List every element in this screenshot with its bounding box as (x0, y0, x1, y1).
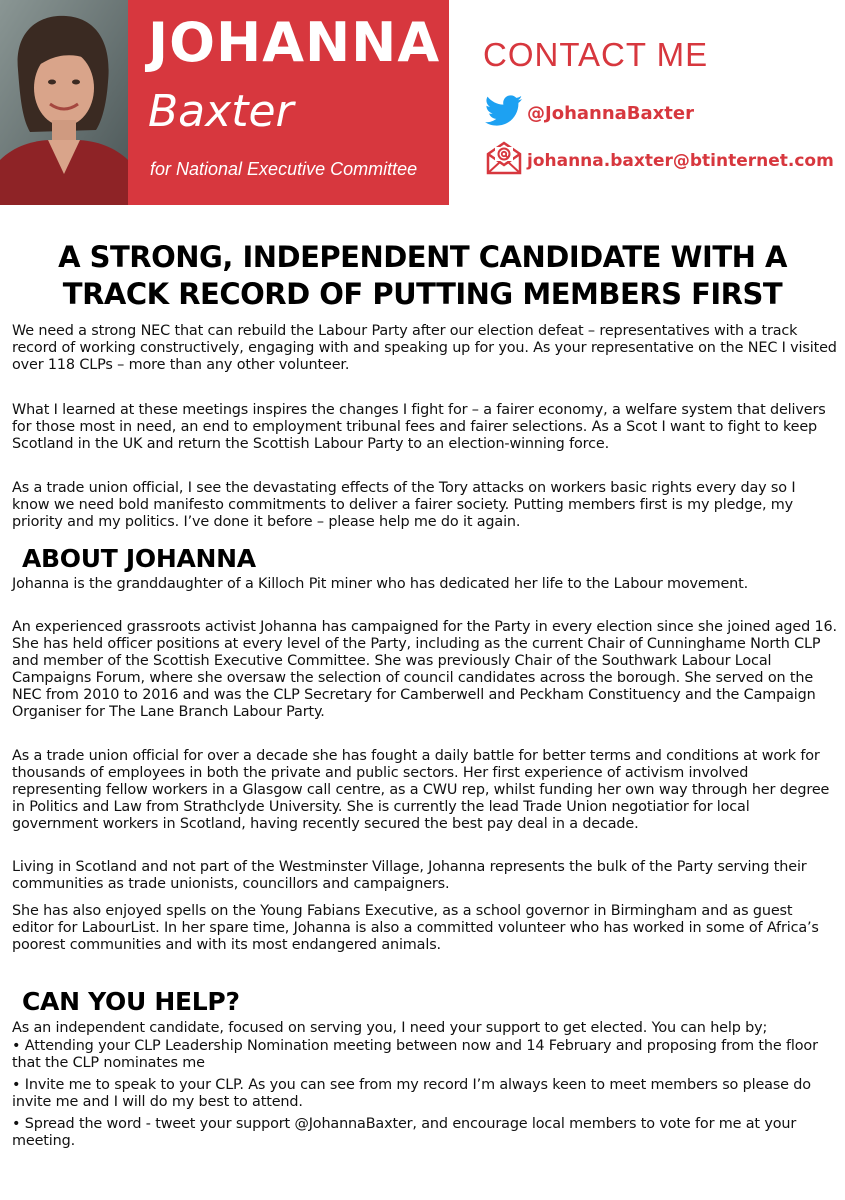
help-bullet-3: • Spread the word - tweet your support @JohannaBaxter, and encourage local members to vote for me at your meeting. (12, 1116, 797, 1149)
intro-paragraph-1: We need a strong NEC that can rebuild the Labour Party after our election defeat – representatives with a track record of working constructively, engaging with and speaking up for you. As your representative on the NEC I visited over 118 CLPs – more than any other volunteer. (12, 323, 837, 373)
contact-title: CONTACT ME (483, 36, 709, 73)
email-address[interactable]: johanna.baxter@btinternet.com (527, 150, 834, 171)
headline-line-1: A STRONG, INDEPENDENT CANDIDATE WITH A (58, 240, 787, 274)
header (0, 0, 845, 205)
envelope-at-icon (485, 140, 523, 181)
intro-paragraph-2: What I learned at these meetings inspires the changes I fight for – a fairer economy, a welfare system that delivers for those most in need, an end to employment tribunal fees and fairer selections. As a Scot I want to fight to keep Scotland in the UK and return the Scottish Labour Party to an election-winning force. (12, 402, 826, 452)
email-contact[interactable] (485, 140, 834, 181)
help-heading: CAN YOU HELP? (22, 987, 240, 1016)
help-bullet-1: • Attending your CLP Leadership Nomination meeting between now and 14 February and proposing from the floor that the CLP nominates me (12, 1038, 818, 1071)
candidate-photo (0, 0, 128, 205)
portrait-illustration (0, 0, 128, 205)
candidate-last-name: Baxter (148, 86, 294, 137)
headline-line-2: TRACK RECORD OF PUTTING MEMBERS FIRST (62, 277, 783, 311)
about-paragraph-2: An experienced grassroots activist Johanna has campaigned for the Party in every election since she joined aged 16. She has held officer positions at every level of the Party, including as the current Chair of Cunninghame North CLP and member of the Scottish Executive Committee. She was previously Chair of the Southwark Labour Local Campaigns Forum, where she oversaw the selection of council candidates across the borough. She served on the NEC from 2010 to 2016 and was the CLP Secretary for Camberwell and Peckham Constituency and the Campaign Organiser for The Lane Branch Labour Party. (12, 619, 837, 720)
about-paragraph-4: Living in Scotland and not part of the Westminster Village, Johanna represents the bulk of the Party serving their communities as trade unionists, councillors and campaigners. (12, 859, 807, 892)
candidate-first-name: JOHANNA (148, 11, 441, 74)
about-paragraph-1: Johanna is the granddaughter of a Killoch Pit miner who has dedicated her life to the Labour movement. (12, 576, 749, 592)
name-banner (128, 0, 449, 205)
help-intro: As an independent candidate, focused on serving you, I need your support to get elected. You can help by; (12, 1020, 768, 1036)
twitter-bird-icon (485, 95, 523, 132)
headline (0, 239, 845, 313)
about-paragraph-3: As a trade union official for over a decade she has fought a daily battle for better terms and conditions at work for thousands of employees in both the private and public sectors. Her first experience of activism involved representing fellow workers in a Glasgow call centre, as a CWU rep, whilst funding her own way through her degree in Politics and Law from Strathclyde University. She is currently the lead Trade Union negotiatior for local government workers in Scotland, having recently secured the best pay deal in a decade. (12, 748, 830, 832)
about-heading: ABOUT JOHANNA (22, 544, 256, 573)
help-bullet-2: • Invite me to speak to your CLP. As you can see from my record I’m always keen to meet members so please do invite me and I will do my best to attend. (12, 1077, 811, 1110)
about-paragraph-5: She has also enjoyed spells on the Young Fabians Executive, as a school governor in Birmingham and as guest editor for LabourList. In her spare time, Johanna is also a committed volunteer who has worked in some of Africa’s poorest communities and with its most endangered animals. (12, 903, 819, 953)
flyer-body (0, 205, 845, 1200)
twitter-handle[interactable]: @JohannaBaxter (527, 103, 694, 124)
intro-paragraph-3: As a trade union official, I see the devastating effects of the Tory attacks on workers basic rights every day so I know we need bold manifesto commitments to deliver a fairer society. Putting members first is my pledge, my priority and my politics. I’ve done it before – please help me do it again. (12, 480, 796, 530)
twitter-contact[interactable] (485, 95, 694, 132)
contact-panel (449, 0, 845, 205)
candidate-tagline: for National Executive Committee (150, 159, 418, 179)
